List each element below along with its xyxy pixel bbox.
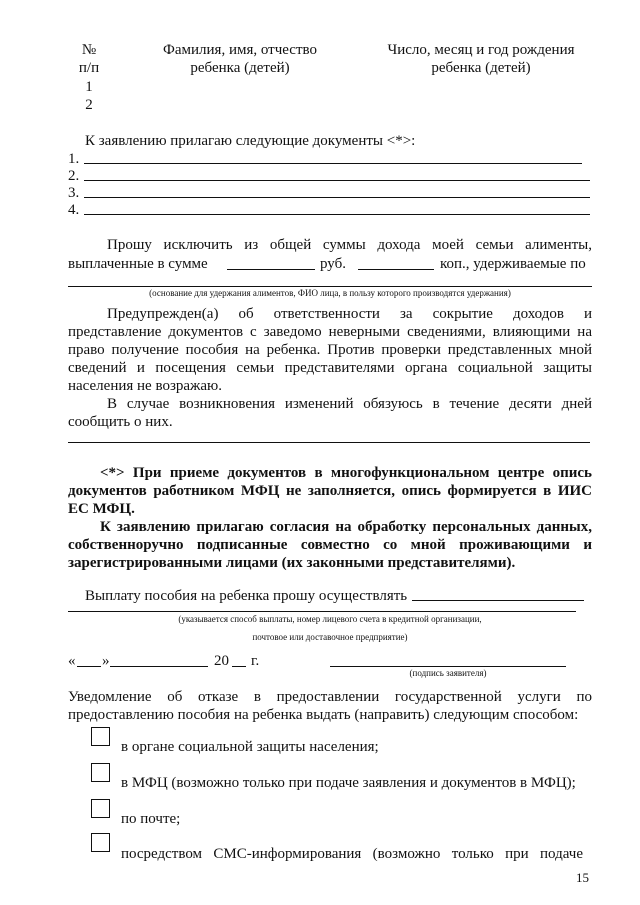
attachments-intro: К заявлению прилагаю следующие документы <*>: bbox=[85, 133, 416, 149]
month-field[interactable] bbox=[110, 666, 208, 667]
checkbox-mail[interactable] bbox=[91, 799, 110, 818]
change-line-2: сообщить о них. bbox=[68, 414, 173, 430]
attachment-line[interactable] bbox=[84, 214, 590, 215]
alimony-rub-field[interactable] bbox=[227, 269, 315, 270]
table-row-number: 2 bbox=[85, 97, 93, 113]
warning-line-3: право получение пособия на ребенка. Против проверки представленных мной bbox=[68, 342, 592, 358]
checkbox-social-protection[interactable] bbox=[91, 727, 110, 746]
attachment-line[interactable] bbox=[84, 180, 590, 181]
consent-line-3: зарегистрированными лицами (их законными представителями). bbox=[68, 555, 516, 571]
attachment-item-number: 3. bbox=[68, 185, 80, 201]
footnote-line-2: документов работником МФЦ не заполняется, опись формируется в ИИС bbox=[68, 483, 592, 499]
year-suffix: г. bbox=[251, 653, 260, 669]
col-num-header bbox=[64, 41, 114, 77]
col-name-header bbox=[140, 41, 340, 77]
change-line-1: В случае возникновения изменений обязуюсь в течение десяти дней bbox=[107, 396, 592, 412]
payment-method-field[interactable] bbox=[412, 600, 584, 601]
page-number: 15 bbox=[576, 870, 589, 885]
col-name-line-1: Фамилия, имя, отчество bbox=[163, 42, 317, 58]
day-field[interactable] bbox=[77, 666, 101, 667]
checkbox-mfc[interactable] bbox=[91, 763, 110, 782]
payment-note-1: (указывается способ выплаты, номер лицевого счета в кредитной организации, bbox=[178, 614, 482, 624]
date-field bbox=[68, 652, 298, 670]
option-mail: по почте; bbox=[121, 811, 181, 827]
alimony-basis-note: (основание для удержания алиментов, ФИО лица, в пользу которого производятся удержания) bbox=[149, 288, 511, 298]
year-prefix: 20 bbox=[214, 653, 229, 669]
consent-line-1: К заявлению прилагаю согласия на обработку персональных данных, bbox=[100, 519, 592, 535]
footnote-line-1: <*> При приеме документов в многофункциональном центре опись bbox=[100, 465, 592, 481]
attachment-item-number: 1. bbox=[68, 151, 80, 167]
signature-line[interactable] bbox=[330, 666, 566, 667]
notification-line-1: Уведомление об отказе в предоставлении государственной услуги по bbox=[68, 689, 592, 705]
notification-line-2: предоставлению пособия на ребенка выдать (направить) следующим способом: bbox=[68, 707, 579, 723]
consent-line-2: собственноручно подписанные совместно со мной проживающими и bbox=[68, 537, 592, 553]
col-num-line-1: № bbox=[81, 42, 97, 58]
col-birth-line-2: ребенка (детей) bbox=[431, 60, 531, 76]
option-social-protection: в органе социальной защиты населения; bbox=[121, 739, 379, 755]
attachment-line[interactable] bbox=[84, 163, 582, 164]
col-birth-line-1: Число, месяц и год рождения bbox=[387, 42, 575, 58]
option-sms: посредством СМС-информирования (возможно только при подаче bbox=[121, 846, 583, 862]
quote-close: » bbox=[102, 653, 110, 669]
payment-label: Выплату пособия на ребенка прошу осуществлять bbox=[85, 588, 408, 604]
quote-open: « bbox=[68, 653, 76, 669]
payment-note-2: почтовое или доставочное предприятие) bbox=[252, 632, 408, 642]
alimony-text-line-2 bbox=[68, 255, 592, 273]
signature-note: (подпись заявителя) bbox=[409, 668, 487, 678]
checkbox-sms[interactable] bbox=[91, 833, 110, 852]
changes-line[interactable] bbox=[68, 442, 590, 443]
attachment-line[interactable] bbox=[84, 197, 590, 198]
col-name-line-2: ребенка (детей) bbox=[190, 60, 290, 76]
alimony-kop-label: коп., удерживаемые по bbox=[440, 256, 586, 272]
warning-line-4: сведений и посещения семьи представителями органа социальной защиты bbox=[68, 360, 592, 376]
footnote-line-3: ЕС МФЦ. bbox=[68, 501, 135, 517]
warning-line-2: представление документов с заведомо неверными сведениями, влияющими на bbox=[68, 324, 592, 340]
alimony-rub-label: руб. bbox=[320, 256, 346, 272]
payment-details-line[interactable] bbox=[68, 611, 576, 612]
alimony-sum-label: выплаченные в сумме bbox=[68, 256, 208, 272]
alimony-kop-field[interactable] bbox=[358, 269, 434, 270]
alimony-basis-line[interactable] bbox=[68, 286, 592, 287]
col-num-line-2: п/п bbox=[78, 60, 100, 76]
warning-line-1: Предупрежден(а) об ответственности за сокрытие доходов и bbox=[107, 306, 592, 322]
table-row-number: 1 bbox=[85, 79, 93, 95]
alimony-text-line-1: Прошу исключить из общей суммы дохода моей семьи алименты, bbox=[107, 237, 592, 253]
year-field[interactable] bbox=[232, 666, 246, 667]
option-mfc: в МФЦ (возможно только при подаче заявления и документов в МФЦ); bbox=[121, 775, 576, 791]
attachment-item-number: 2. bbox=[68, 168, 80, 184]
warning-line-5: населения не возражаю. bbox=[68, 378, 223, 394]
col-birth-header bbox=[370, 41, 592, 77]
attachment-item-number: 4. bbox=[68, 202, 80, 218]
